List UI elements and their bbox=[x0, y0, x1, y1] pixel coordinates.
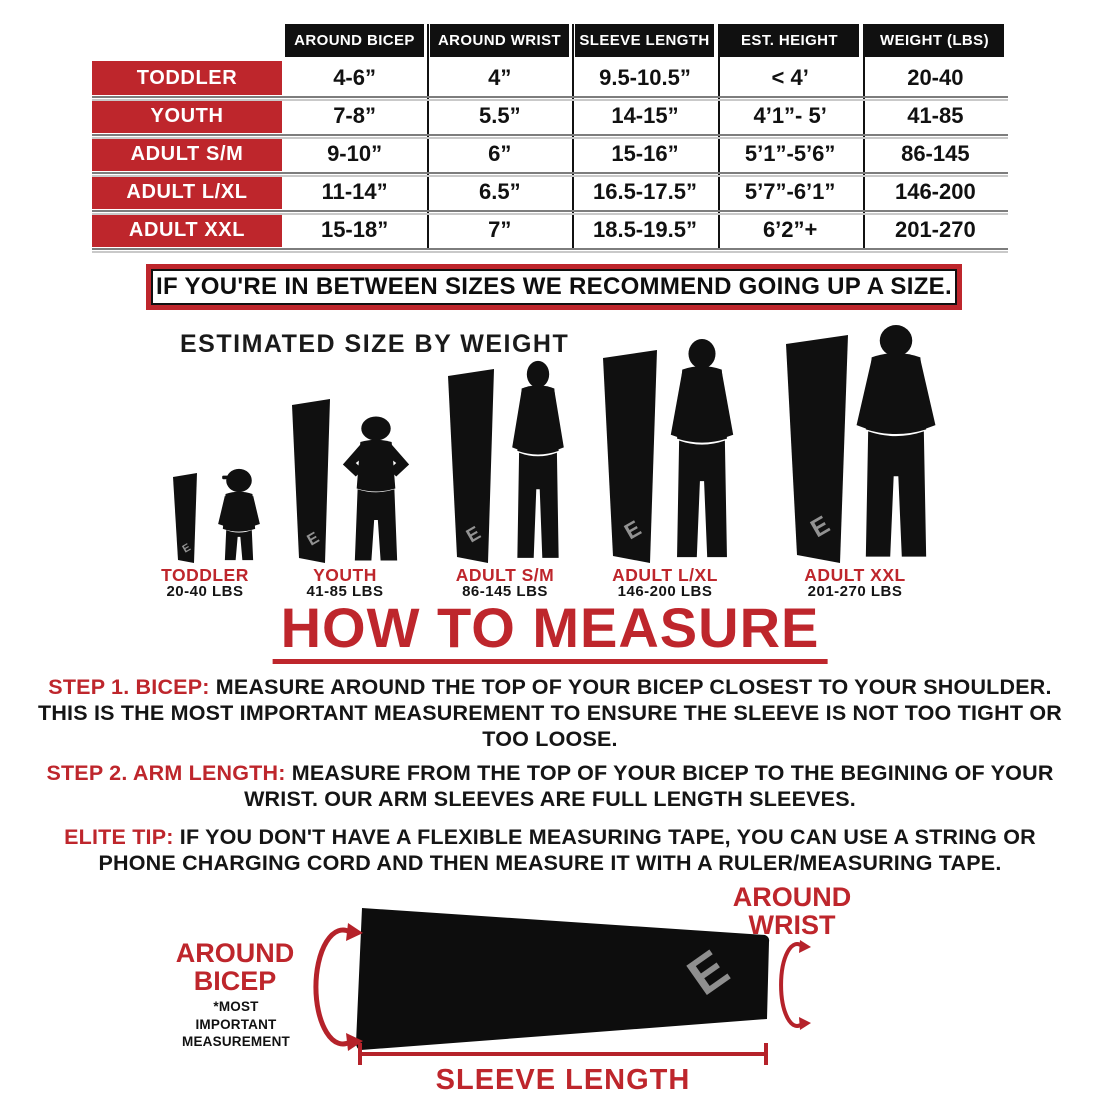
figure-label-adult-xxl bbox=[770, 566, 940, 600]
cell-adult-lxl-sleeve: 16.5-17.5” bbox=[592, 179, 697, 204]
table-row-toddler bbox=[92, 61, 1008, 95]
row-divider bbox=[92, 248, 1008, 250]
elite-logo-e-icon: E bbox=[304, 529, 323, 550]
figure-name-label: ADULT S/M bbox=[455, 565, 555, 585]
figure-weight-label: 86-145 LBS bbox=[462, 583, 548, 601]
cell-toddler-bicep: 4-6” bbox=[333, 65, 376, 90]
cell-toddler-weight: 20-40 bbox=[907, 65, 964, 90]
row-divider bbox=[92, 96, 1008, 98]
cell-adult-lxl-weight: 146-200 bbox=[894, 179, 976, 204]
elite-tip-label: ELITE TIP: bbox=[64, 825, 174, 849]
table-row-adult-lxl bbox=[92, 175, 1008, 209]
elite-tip-text bbox=[28, 824, 1072, 876]
sleeve-length-label: SLEEVE LENGTH bbox=[435, 1064, 691, 1096]
sleeve-diagram bbox=[352, 902, 772, 1054]
column-header-est-height: EST. HEIGHT bbox=[720, 24, 859, 57]
size-chart-header-row bbox=[92, 24, 1008, 57]
column-divider bbox=[863, 24, 865, 250]
step-2-arm-length-text bbox=[28, 760, 1072, 812]
sleeve-silhouette-youth bbox=[288, 399, 334, 565]
row-divider bbox=[92, 134, 1008, 136]
wrist-measure-ellipse bbox=[768, 938, 816, 1032]
row-label-adult-sm: ADULT S/M bbox=[92, 137, 282, 171]
figure-weight-label: 146-200 LBS bbox=[617, 583, 713, 601]
figure-label-youth bbox=[260, 566, 430, 600]
cell-adult-lxl-bicep: 11-14” bbox=[321, 179, 388, 204]
table-row-adult-xxl bbox=[92, 213, 1008, 247]
sleeve-silhouette-toddler bbox=[170, 473, 200, 565]
column-header-around-wrist: AROUND WRIST bbox=[430, 24, 569, 57]
figure-label-adult-sm bbox=[420, 566, 590, 600]
elite-logo-e-icon: E bbox=[677, 939, 740, 1007]
estimated-size-heading: ESTIMATED SIZE BY WEIGHT bbox=[180, 330, 570, 358]
elite-tip-body: IF YOU DON'T HAVE A FLEXIBLE MEASURING TAPE, YOU CAN USE A STRING OR PHONE CHARGING CORD AND THEN MEASURE IT WITH A RULER/MEASURING TAPE. bbox=[98, 825, 1036, 876]
size-chart-table bbox=[92, 24, 1008, 252]
cell-adult-sm-bicep: 9-10” bbox=[327, 141, 383, 166]
cell-youth-wrist: 5.5” bbox=[478, 103, 521, 128]
cell-toddler-wrist: 4” bbox=[488, 65, 512, 90]
figure-name-label: TODDLER bbox=[161, 565, 249, 585]
circular-arrow-icon bbox=[298, 920, 370, 1055]
column-divider bbox=[718, 24, 720, 250]
row-label-adult-lxl: ADULT L/XL bbox=[92, 175, 282, 209]
column-header-around-bicep: AROUND BICEP bbox=[285, 24, 424, 57]
cell-toddler-height: < 4’ bbox=[771, 65, 809, 90]
cell-adult-xxl-height: 6’2”+ bbox=[762, 217, 818, 242]
arm-sleeve-icon bbox=[288, 399, 334, 565]
cell-adult-sm-weight: 86-145 bbox=[901, 141, 970, 166]
cell-adult-xxl-sleeve: 18.5-19.5” bbox=[592, 217, 697, 242]
column-divider bbox=[427, 24, 429, 250]
figure-name-label: ADULT L/XL bbox=[612, 565, 718, 585]
cell-adult-lxl-wrist: 6.5” bbox=[478, 179, 521, 204]
person-icon bbox=[650, 338, 754, 565]
step-2-body: MEASURE FROM THE TOP OF YOUR BICEP TO THE BEGINING OF YOUR WRIST. OUR ARM SLEEVES ARE FULL LENGTH SLEEVES. bbox=[244, 761, 1054, 812]
step-2-label: STEP 2. ARM LENGTH: bbox=[46, 761, 286, 785]
cell-adult-xxl-bicep: 15-18” bbox=[320, 217, 389, 242]
elite-logo-e-icon: E bbox=[180, 541, 193, 556]
column-divider bbox=[572, 24, 574, 250]
figure-weight-label: 20-40 LBS bbox=[166, 583, 244, 601]
step-1-label: STEP 1. BICEP: bbox=[48, 675, 210, 699]
arm-sleeve-icon bbox=[352, 902, 772, 1054]
measure-line-icon bbox=[356, 1042, 770, 1066]
person-icon bbox=[495, 360, 581, 565]
cell-adult-xxl-weight: 201-270 bbox=[894, 217, 976, 242]
cell-adult-lxl-height: 5’7”-6’1” bbox=[744, 179, 836, 204]
between-sizes-notice-text: IF YOU'RE IN BETWEEN SIZES WE RECOMMEND GOING UP A SIZE. bbox=[156, 273, 952, 300]
person-silhouette-adult-lxl bbox=[650, 338, 754, 565]
column-header-sleeve-length: SLEEVE LENGTH bbox=[575, 24, 714, 57]
cell-toddler-sleeve: 9.5-10.5” bbox=[599, 65, 691, 90]
cell-adult-xxl-wrist: 7” bbox=[488, 217, 512, 242]
cell-adult-sm-sleeve: 15-16” bbox=[611, 141, 679, 166]
person-silhouette-adult-sm bbox=[495, 360, 581, 565]
person-silhouette-toddler bbox=[204, 467, 274, 565]
cell-youth-bicep: 7-8” bbox=[333, 103, 376, 128]
how-to-measure-title: HOW TO MEASURE bbox=[273, 600, 828, 664]
row-divider bbox=[92, 172, 1008, 174]
most-important-measurement-note: *MOST IMPORTANT MEASUREMENT bbox=[182, 999, 290, 1050]
around-wrist-label: AROUND WRIST bbox=[732, 882, 852, 940]
cell-adult-sm-wrist: 6” bbox=[488, 141, 512, 166]
row-label-youth: YOUTH bbox=[92, 99, 282, 133]
elite-logo-e-icon: E bbox=[463, 522, 485, 548]
figure-label-adult-lxl bbox=[580, 566, 750, 600]
elite-logo-e-icon: E bbox=[806, 510, 835, 544]
around-bicep-label: AROUND BICEP bbox=[175, 938, 295, 996]
person-icon bbox=[838, 325, 954, 565]
row-label-adult-xxl: ADULT XXL bbox=[92, 213, 282, 247]
cell-youth-sleeve: 14-15” bbox=[611, 103, 679, 128]
cell-youth-weight: 41-85 bbox=[907, 103, 964, 128]
sleeve-silhouette-adult-sm bbox=[443, 369, 499, 565]
header-corner-spacer bbox=[92, 24, 282, 57]
step-1-body: MEASURE AROUND THE TOP OF YOUR BICEP CLOSEST TO YOUR SHOULDER. THIS IS THE MOST IMPORTANT MEASUREMENT TO ENSURE THE SLEEVE IS NOT TOO TIGHT OR TOO LOOSE. bbox=[38, 675, 1062, 752]
between-sizes-notice bbox=[146, 264, 962, 310]
person-silhouette-youth bbox=[330, 415, 422, 565]
cell-adult-sm-height: 5’1”-5’6” bbox=[744, 141, 836, 166]
person-icon bbox=[330, 415, 422, 565]
step-1-bicep-text bbox=[28, 674, 1072, 753]
table-row-youth bbox=[92, 99, 1008, 133]
person-icon bbox=[204, 467, 274, 565]
elite-logo-e-icon: E bbox=[620, 515, 646, 545]
figure-weight-label: 41-85 LBS bbox=[306, 583, 384, 601]
bicep-measure-ellipse bbox=[298, 920, 370, 1055]
row-label-toddler: TODDLER bbox=[92, 61, 282, 95]
column-header-weight: WEIGHT (LBS) bbox=[865, 24, 1004, 57]
figure-name-label: YOUTH bbox=[313, 565, 377, 585]
arm-sleeve-icon bbox=[443, 369, 499, 565]
table-row-adult-sm bbox=[92, 137, 1008, 171]
cell-youth-height: 4’1”- 5’ bbox=[753, 103, 827, 128]
circular-arrow-icon bbox=[768, 938, 816, 1032]
figure-weight-label: 201-270 LBS bbox=[807, 583, 903, 601]
person-silhouette-adult-xxl bbox=[838, 325, 954, 565]
arm-sleeve-icon bbox=[170, 473, 200, 565]
row-divider bbox=[92, 210, 1008, 212]
figure-name-label: ADULT XXL bbox=[804, 565, 906, 585]
